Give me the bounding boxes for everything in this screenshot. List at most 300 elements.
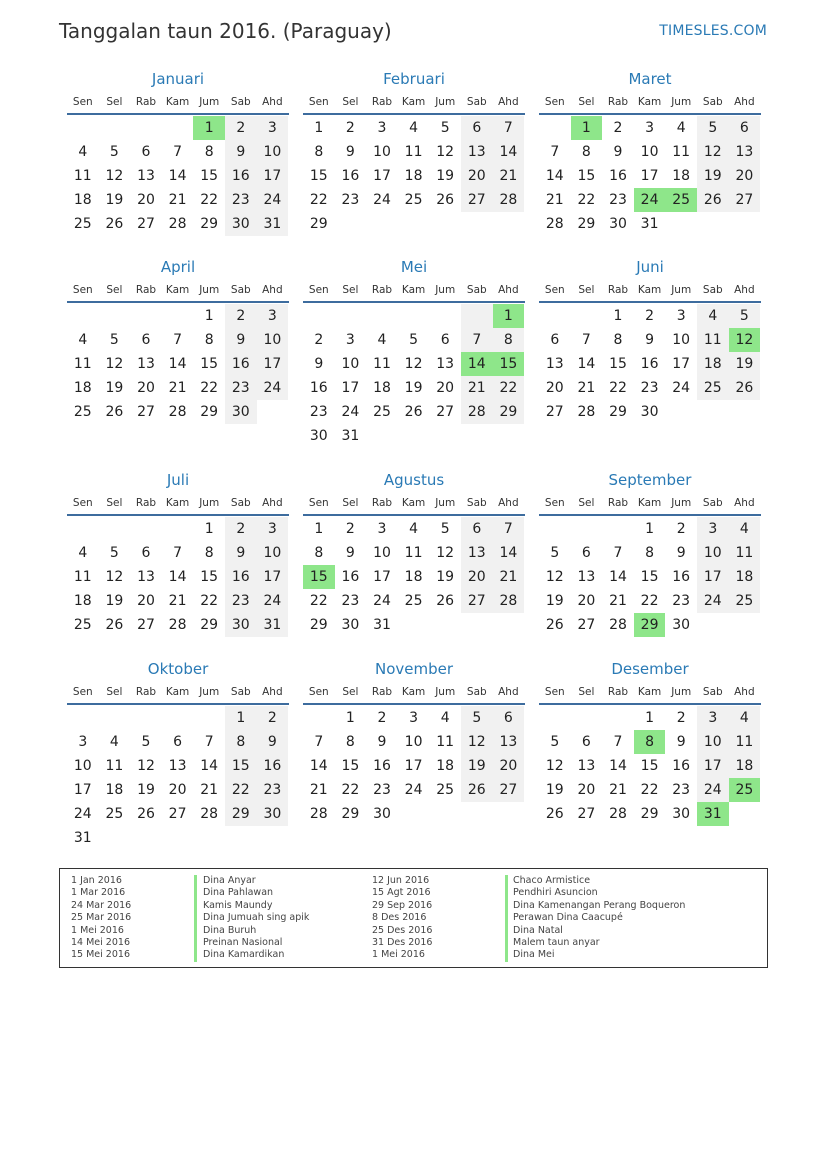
calendar-day: 23: [309, 404, 328, 420]
calendar-day: 21: [168, 593, 187, 609]
weekday-header: Sel: [342, 686, 359, 698]
calendar-day: 14: [577, 356, 596, 372]
calendar-day: 10: [703, 734, 722, 750]
calendar-day: 31: [373, 617, 391, 633]
calendar-day: 4: [409, 521, 419, 537]
calendar-day: 2: [267, 710, 277, 726]
calendar-day: 29: [200, 617, 219, 633]
weekday-header: Rab: [607, 284, 629, 296]
weekday-header: Rab: [371, 96, 393, 108]
holiday-day: 25: [729, 778, 761, 802]
weekday-header: Sab: [466, 284, 487, 296]
weekday-header: Sab: [230, 96, 251, 108]
calendar-day: 14: [545, 168, 564, 184]
weekday-header: Ahd: [734, 686, 755, 698]
calendar-day: 11: [105, 758, 124, 774]
calendar-day: 13: [545, 356, 564, 372]
calendar-day: 7: [472, 332, 482, 348]
calendar-day: 24: [373, 593, 391, 609]
calendar-day: 12: [105, 356, 124, 372]
calendar-day: 26: [105, 404, 124, 420]
calendar-day: 21: [609, 782, 627, 798]
calendar-day: 4: [78, 545, 88, 561]
weekday-header: Sel: [578, 284, 595, 296]
calendar-day: 1: [314, 521, 324, 537]
calendar-day: 27: [467, 192, 486, 208]
weekday-header: Ahd: [734, 96, 755, 108]
header-rule: [539, 113, 761, 115]
holiday-day: 31: [697, 802, 729, 826]
calendar-day: 6: [173, 734, 183, 750]
calendar-day: 23: [640, 380, 659, 396]
calendar-day: 4: [109, 734, 119, 750]
weekday-header: Sab: [230, 284, 251, 296]
calendar-day: 11: [373, 356, 391, 372]
weekday-header: Ahd: [262, 497, 283, 509]
weekday-header: Jum: [435, 686, 456, 698]
calendar-day: 2: [314, 332, 324, 348]
holiday-name: Pendhiri Asuncion: [513, 887, 598, 899]
calendar-day: 12: [404, 356, 423, 372]
calendar-day: 13: [137, 168, 155, 184]
weekday-header: Sab: [702, 497, 723, 509]
holiday-name: Chaco Armistice: [513, 875, 591, 886]
calendar-day: 6: [141, 545, 151, 561]
weekday-header: Jum: [671, 497, 692, 509]
holiday-date: 1 Jan 2016: [71, 875, 122, 886]
calendar-day: 28: [545, 216, 564, 232]
calendar-day: 19: [137, 782, 155, 798]
calendar-day: 26: [404, 404, 423, 420]
calendar-day: 17: [373, 569, 391, 585]
calendar-day: 27: [137, 404, 155, 420]
calendar-day: 24: [263, 192, 282, 208]
holiday-name: Dina Buruh: [203, 924, 257, 936]
calendar-day: 2: [676, 521, 686, 537]
calendar-day: 14: [609, 758, 627, 774]
calendar-day: 8: [204, 545, 214, 561]
calendar-day: 25: [404, 192, 423, 208]
calendar-day: 7: [581, 332, 591, 348]
calendar-day: 9: [314, 356, 324, 372]
calendar-day: 13: [499, 734, 518, 750]
calendar-day: 7: [173, 144, 183, 160]
calendar-day: 16: [640, 356, 659, 372]
weekday-header: Rab: [607, 497, 629, 509]
calendar-day: 10: [263, 332, 282, 348]
weekday-header: Sen: [544, 96, 565, 108]
month-name: Agustus: [383, 471, 445, 489]
calendar-day: 6: [739, 120, 749, 136]
calendar-day: 5: [141, 734, 151, 750]
calendar-day: 11: [73, 356, 92, 372]
calendar-day: 23: [341, 192, 360, 208]
calendar-day: 28: [467, 404, 486, 420]
calendar-day: 5: [109, 144, 119, 160]
calendar-day: 18: [436, 758, 455, 774]
calendar-day: 17: [73, 782, 92, 798]
calendar-day: 28: [168, 617, 187, 633]
calendar-day: 22: [309, 192, 328, 208]
calendar-day: 9: [345, 144, 355, 160]
calendar-day: 22: [309, 593, 328, 609]
calendar-day: 3: [409, 710, 419, 726]
calendar-day: 10: [263, 144, 282, 160]
calendar-day: 4: [78, 144, 88, 160]
weekday-header: Ahd: [734, 284, 755, 296]
weekday-header: Sab: [466, 686, 487, 698]
weekday-header: Kam: [637, 497, 662, 509]
calendar-day: 1: [204, 521, 214, 537]
calendar-day: 11: [735, 545, 754, 561]
holiday-marker-right: [505, 875, 508, 962]
calendar-day: 18: [373, 380, 391, 396]
weekday-header: Rab: [607, 96, 629, 108]
weekday-header: Sel: [106, 497, 123, 509]
calendar-day: 22: [640, 782, 659, 798]
calendar-day: 29: [309, 617, 328, 633]
weekday-header: Jum: [435, 284, 456, 296]
calendar-day: 25: [73, 404, 92, 420]
calendar-day: 25: [373, 404, 391, 420]
weekday-header: Sel: [106, 284, 123, 296]
calendar-day: 20: [735, 168, 754, 184]
calendar-day: 9: [645, 332, 655, 348]
calendar-day: 10: [373, 144, 391, 160]
holiday-name: Preinan Nasional: [203, 936, 283, 948]
holiday-marker-left: [194, 875, 197, 962]
weekday-header: Rab: [607, 686, 629, 698]
calendar-day: 29: [341, 806, 360, 822]
calendar-day: 25: [404, 593, 423, 609]
holiday-day: 1: [571, 116, 603, 140]
calendar-day: 18: [735, 569, 754, 585]
weekday-header: Rab: [371, 497, 393, 509]
calendar-day: 29: [309, 216, 328, 232]
header-rule: [67, 113, 289, 115]
month-name: November: [374, 660, 454, 678]
calendar-day: 30: [263, 806, 282, 822]
calendar-day: 7: [204, 734, 214, 750]
header-rule: [67, 703, 289, 705]
calendar-day: 12: [105, 168, 124, 184]
calendar-day: 6: [581, 545, 591, 561]
calendar-day: 27: [168, 806, 187, 822]
calendar-day: 11: [404, 144, 423, 160]
calendar-day: 8: [645, 545, 655, 561]
calendar-day: 2: [236, 521, 246, 537]
holiday-name: Dina Kamenangan Perang Boqueron: [513, 899, 686, 911]
calendar-day: 4: [739, 710, 749, 726]
month-name: Oktober: [147, 660, 209, 678]
calendar-day: 24: [373, 192, 391, 208]
calendar-day: 18: [73, 380, 92, 396]
calendar-day: 8: [581, 144, 591, 160]
calendar-day: 6: [503, 710, 513, 726]
calendar-day: 1: [613, 308, 623, 324]
calendar-day: 13: [436, 356, 455, 372]
calendar-day: 19: [735, 356, 754, 372]
weekday-header: Sen: [308, 497, 329, 509]
weekday-header: Rab: [135, 96, 157, 108]
holiday-day: 15: [493, 352, 525, 376]
calendar-day: 28: [168, 404, 187, 420]
calendar-day: 20: [137, 593, 155, 609]
calendar-day: 2: [236, 308, 246, 324]
calendar-day: 25: [105, 806, 124, 822]
calendar-day: 28: [609, 806, 627, 822]
calendar-day: 17: [341, 380, 360, 396]
calendar-day: 12: [137, 758, 155, 774]
calendar-day: 28: [609, 617, 627, 633]
calendar-day: 5: [472, 710, 482, 726]
calendar-day: 15: [231, 758, 250, 774]
calendar-day: 7: [550, 144, 560, 160]
holiday-day: 15: [303, 565, 335, 589]
site-link[interactable]: TIMESLES.COM: [659, 23, 767, 39]
calendar-day: 10: [640, 144, 659, 160]
calendar-day: 7: [503, 521, 513, 537]
weekday-header: Sel: [106, 686, 123, 698]
weekday-header: Sab: [230, 686, 251, 698]
calendar-day: 12: [467, 734, 486, 750]
calendar-day: 7: [613, 734, 623, 750]
calendar-day: 22: [200, 380, 219, 396]
calendar-day: 26: [545, 617, 564, 633]
calendar-day: 29: [231, 806, 250, 822]
calendar-day: 3: [377, 521, 387, 537]
header-rule: [67, 514, 289, 516]
calendar-day: 17: [263, 569, 282, 585]
holiday-day: 12: [729, 328, 761, 352]
calendar-day: 30: [373, 806, 391, 822]
calendar-day: 27: [577, 806, 596, 822]
calendar-day: 27: [577, 617, 596, 633]
calendar-day: 27: [137, 617, 155, 633]
weekday-header: Kam: [401, 497, 426, 509]
weekday-header: Kam: [401, 686, 426, 698]
calendar-day: 26: [467, 782, 486, 798]
calendar-day: 2: [236, 120, 246, 136]
calendar-day: 21: [499, 168, 518, 184]
month-name: Desember: [611, 660, 689, 678]
calendar-day: 4: [739, 521, 749, 537]
weekday-header: Sel: [578, 96, 595, 108]
calendar-day: 21: [168, 380, 187, 396]
weekday-header: Jum: [671, 96, 692, 108]
holiday-name: Perawan Dina Caacupé: [513, 912, 623, 924]
header-rule: [539, 703, 761, 705]
calendar-day: 20: [436, 380, 455, 396]
calendar-day: 19: [404, 380, 423, 396]
weekday-header: Kam: [637, 284, 662, 296]
weekday-header: Sen: [308, 686, 329, 698]
calendar-day: 30: [231, 216, 250, 232]
calendar-day: 28: [577, 404, 596, 420]
calendar-day: 25: [703, 380, 722, 396]
header-rule: [303, 301, 525, 303]
calendar-day: 11: [73, 168, 92, 184]
weekday-header: Ahd: [498, 96, 519, 108]
calendar-day: 10: [404, 734, 423, 750]
calendar-day: 22: [200, 192, 219, 208]
calendar-day: 22: [609, 380, 627, 396]
weekday-header: Rab: [135, 686, 157, 698]
weekday-header: Ahd: [498, 686, 519, 698]
calendar-day: 13: [467, 144, 486, 160]
header-rule: [303, 113, 525, 115]
calendar-day: 14: [309, 758, 328, 774]
calendar-day: 5: [109, 332, 119, 348]
calendar-day: 17: [672, 356, 691, 372]
calendar-day: 24: [672, 380, 691, 396]
calendar-day: 1: [645, 521, 655, 537]
calendar-day: 16: [341, 569, 360, 585]
calendar-day: 5: [550, 545, 560, 561]
calendar-day: 15: [640, 758, 659, 774]
holiday-date: 1 Mei 2016: [372, 949, 425, 961]
calendar-day: 22: [200, 593, 219, 609]
calendar-day: 3: [267, 120, 277, 136]
calendar-day: 12: [436, 144, 455, 160]
calendar-day: 19: [105, 380, 124, 396]
calendar-day: 23: [672, 593, 691, 609]
calendar-day: 31: [263, 216, 282, 232]
calendar-day: 12: [545, 569, 564, 585]
calendar-day: 4: [78, 332, 88, 348]
holiday-date: 15 Mei 2016: [71, 949, 130, 961]
holiday-name: Dina Anyar: [203, 875, 256, 886]
calendar-day: 20: [467, 168, 486, 184]
calendar-day: 8: [204, 144, 214, 160]
calendar-day: 4: [377, 332, 387, 348]
holiday-names-right: [513, 875, 685, 962]
calendar-day: 19: [545, 782, 564, 798]
calendar-day: 15: [609, 356, 627, 372]
calendar-day: 30: [640, 404, 659, 420]
calendar-day: 17: [703, 758, 722, 774]
weekday-header: Sen: [544, 497, 565, 509]
calendar-day: 21: [609, 593, 627, 609]
calendar-day: 8: [503, 332, 513, 348]
calendar-day: 26: [735, 380, 754, 396]
calendar-day: 17: [703, 569, 722, 585]
calendar-day: 4: [440, 710, 450, 726]
calendar-day: 16: [373, 758, 391, 774]
calendar-day: 20: [168, 782, 187, 798]
calendar-day: 28: [499, 192, 518, 208]
calendar-day: 31: [640, 216, 659, 232]
holiday-day: 14: [461, 352, 493, 376]
calendar-day: 15: [309, 168, 328, 184]
weekday-header: Sel: [578, 686, 595, 698]
calendar-day: 28: [200, 806, 219, 822]
calendar-day: 7: [503, 120, 513, 136]
calendar-day: 13: [137, 356, 155, 372]
calendar-day: 2: [676, 710, 686, 726]
calendar-day: 3: [708, 521, 718, 537]
calendar-day: 27: [467, 593, 486, 609]
calendar-day: 27: [436, 404, 455, 420]
page-title: Tanggalan taun 2016. (Paraguay): [59, 19, 392, 43]
weekday-header: Kam: [637, 96, 662, 108]
weekday-header: Rab: [371, 686, 393, 698]
calendar-day: 28: [309, 806, 328, 822]
holiday-day: 29: [634, 613, 666, 637]
calendar-day: 17: [640, 168, 659, 184]
calendar-day: 24: [404, 782, 423, 798]
weekday-header: Jum: [199, 497, 220, 509]
calendar-day: 1: [236, 710, 246, 726]
calendar-day: 9: [345, 545, 355, 561]
calendar-day: 12: [703, 144, 722, 160]
calendar-day: 24: [263, 380, 282, 396]
holiday-day: 8: [634, 730, 666, 754]
calendar-day: 28: [499, 593, 518, 609]
weekday-header: Sab: [466, 96, 487, 108]
weekday-header: Sen: [72, 284, 93, 296]
calendar-day: 18: [73, 593, 92, 609]
calendar-day: 29: [499, 404, 518, 420]
calendar-day: 21: [168, 192, 187, 208]
weekday-header: Ahd: [734, 497, 755, 509]
holiday-dates-left: [71, 875, 131, 962]
weekday-header: Ahd: [498, 497, 519, 509]
holiday-name: Dina Mei: [513, 949, 555, 961]
calendar-day: 27: [499, 782, 518, 798]
calendar-day: 8: [236, 734, 246, 750]
calendar-day: 30: [672, 617, 691, 633]
calendar-day: 20: [137, 380, 155, 396]
calendar-day: 1: [204, 308, 214, 324]
header-rule: [303, 703, 525, 705]
calendar-day: 8: [345, 734, 355, 750]
calendar-day: 21: [467, 380, 486, 396]
holiday-name: Malem taun anyar: [513, 936, 600, 948]
calendar-day: 17: [263, 168, 282, 184]
calendar-day: 10: [672, 332, 691, 348]
month-name: September: [608, 471, 692, 489]
calendar-day: 29: [640, 806, 659, 822]
calendar-day: 21: [499, 569, 518, 585]
header-rule: [303, 514, 525, 516]
calendar-day: 3: [345, 332, 355, 348]
calendar-day: 26: [105, 617, 124, 633]
calendar-day: 10: [373, 545, 391, 561]
holiday-name: Dina Jumuah sing apik: [203, 912, 310, 924]
calendar-day: 23: [672, 782, 691, 798]
calendar-day: 8: [613, 332, 623, 348]
calendar-day: 2: [377, 710, 387, 726]
calendar-day: 2: [645, 308, 655, 324]
weekday-header: Sel: [342, 96, 359, 108]
calendar-day: 8: [204, 332, 214, 348]
calendar-day: 25: [73, 617, 92, 633]
calendar-day: 16: [231, 569, 250, 585]
calendar-day: 29: [200, 404, 219, 420]
calendar-day: 29: [577, 216, 596, 232]
calendar-day: 2: [613, 120, 623, 136]
calendar-day: 22: [640, 593, 659, 609]
month-name: April: [160, 258, 196, 276]
calendar-day: 18: [735, 758, 754, 774]
calendar-day: 3: [676, 308, 686, 324]
calendar-day: 30: [672, 806, 691, 822]
calendar-day: 7: [613, 545, 623, 561]
calendar-day: 26: [436, 593, 455, 609]
calendar-day: 14: [168, 356, 187, 372]
calendar-day: 24: [703, 782, 722, 798]
